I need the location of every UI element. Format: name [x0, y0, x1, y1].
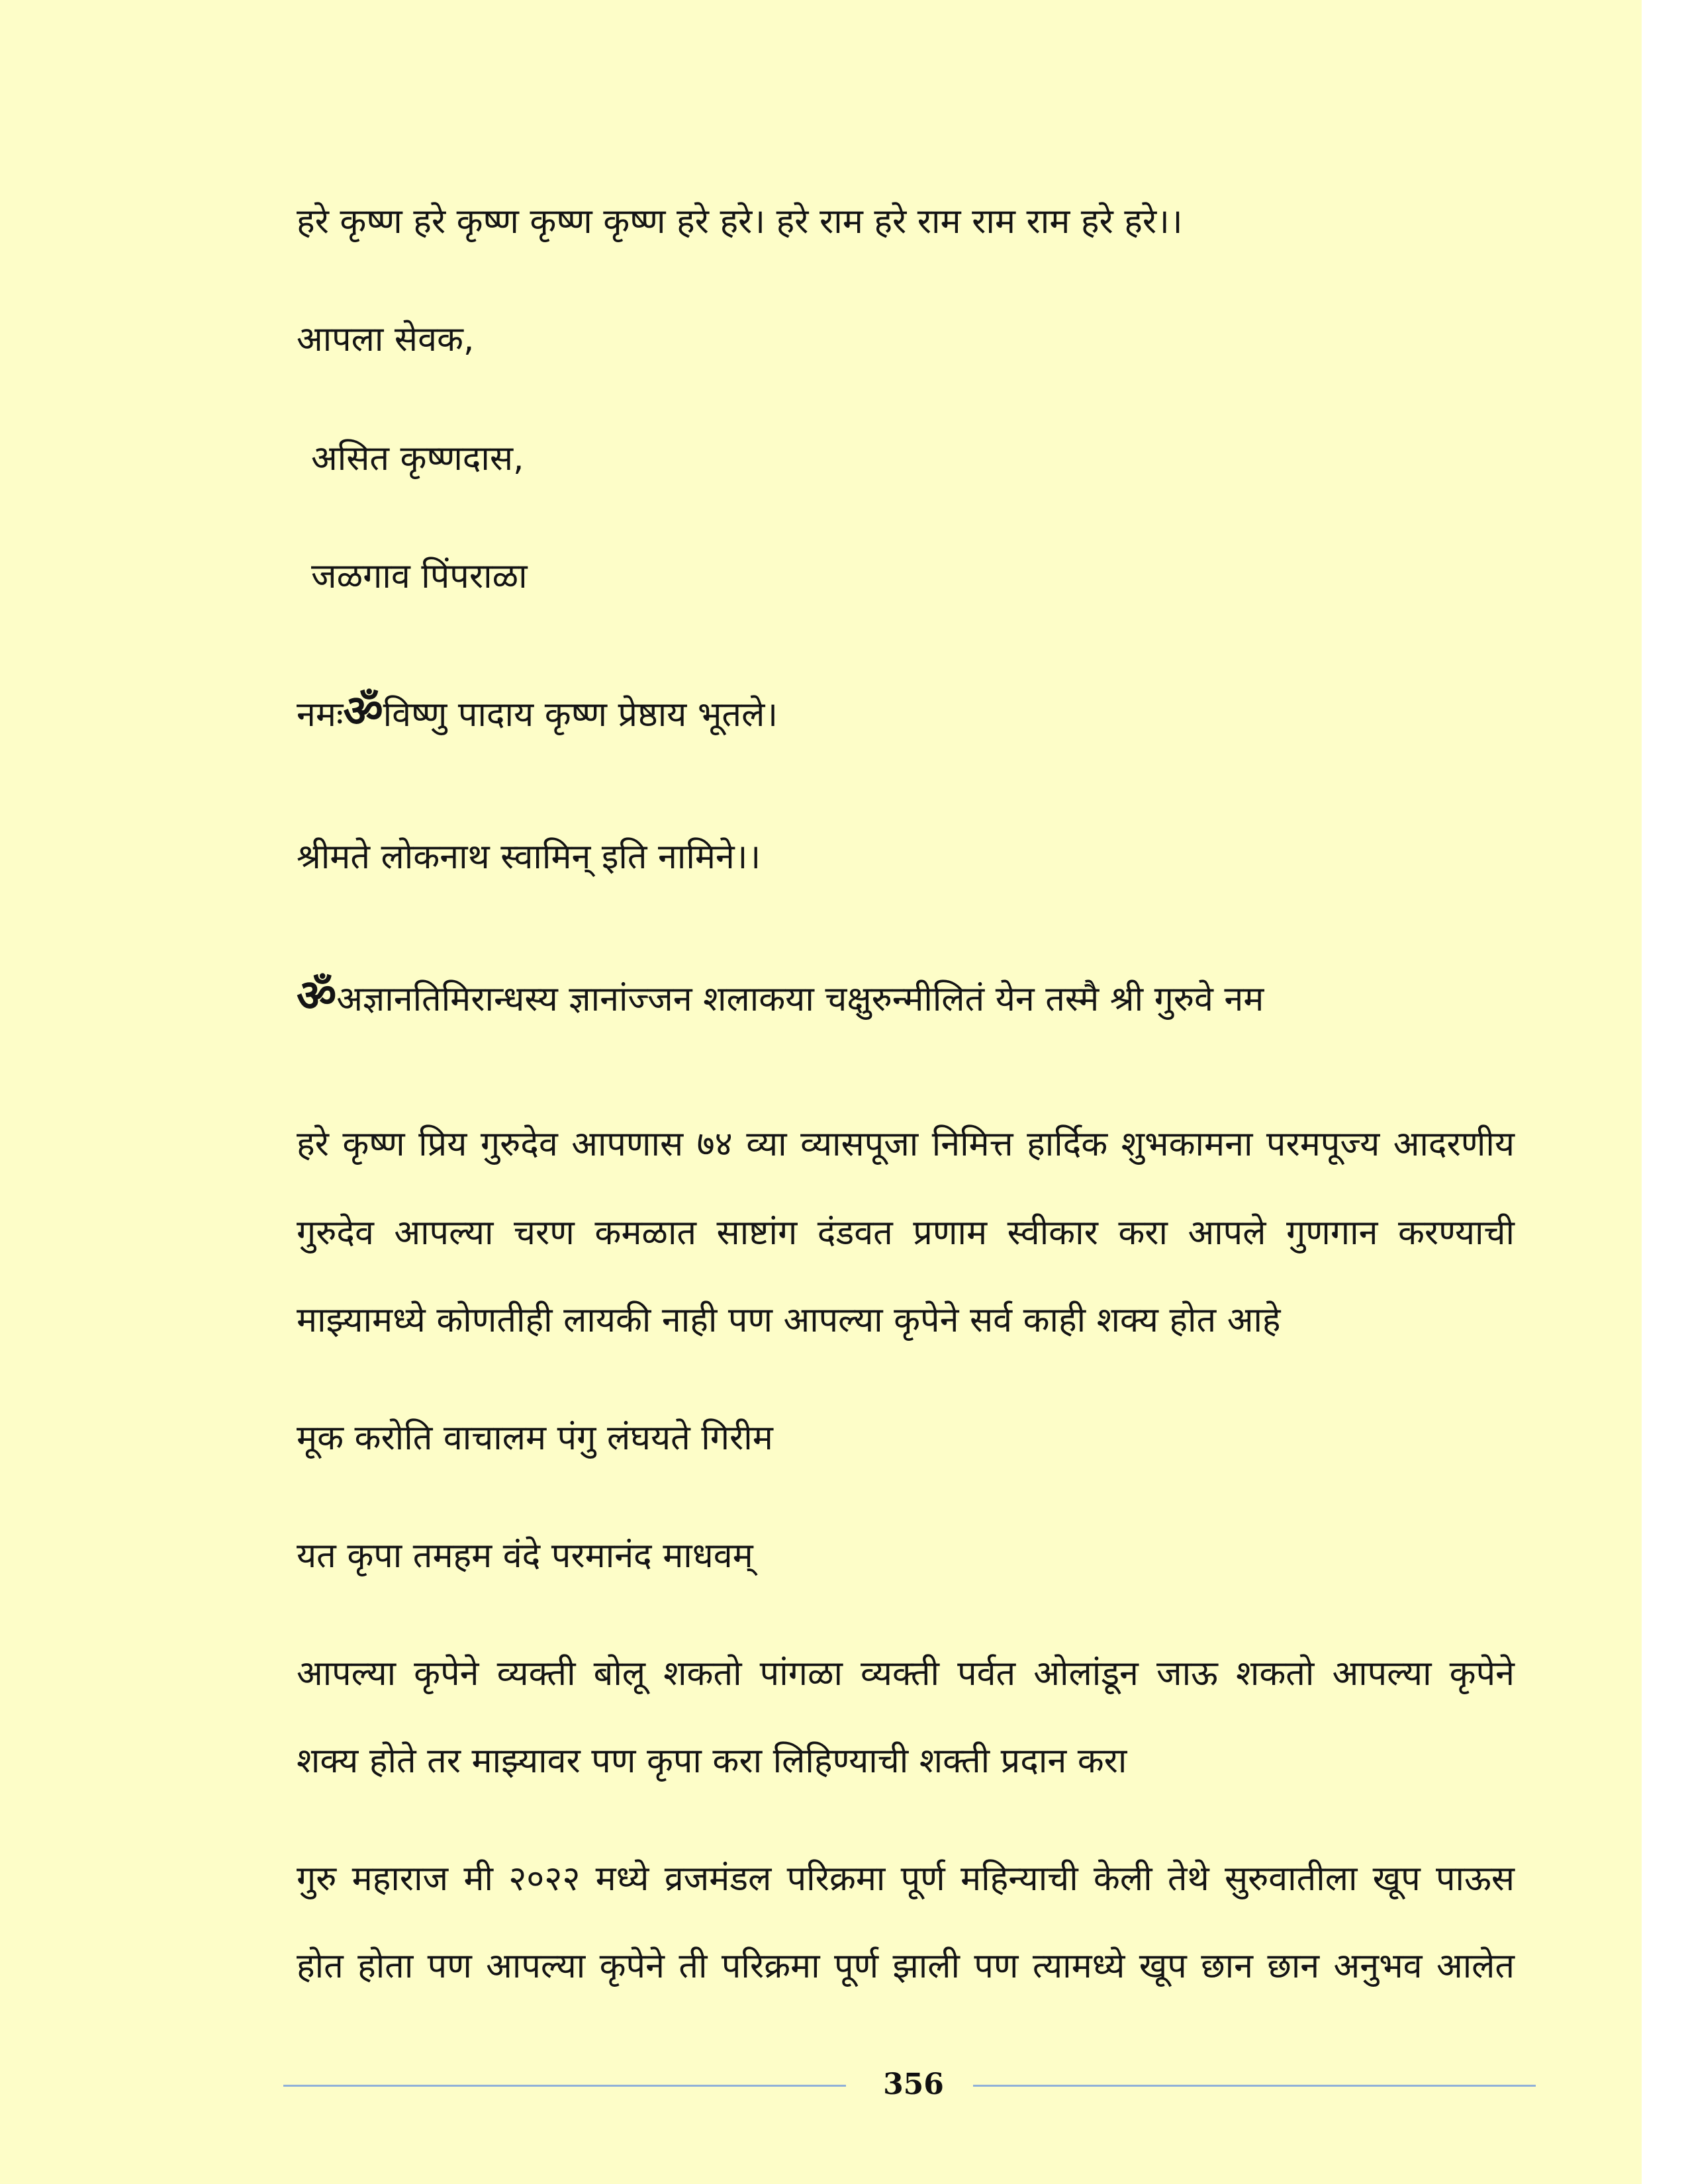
namah-text: नमः	[297, 695, 344, 735]
text-line-pranam-2: श्रीमते लोकनाथ स्वामिन् इति नामिने।।	[297, 837, 761, 877]
verse-line-1: मूक करोति वाचालम पंगु लंघयते गिरीम	[297, 1418, 773, 1458]
guru-mantra-text: अज्ञानतिमिरान्धस्य ज्ञानांज्जन शलाकया चक्षुरुन्मीलितं येन तस्मै श्री गुरुवे नम	[336, 979, 1264, 1019]
paragraph-3-line-2: होत होता पण आपल्या कृपेने ती परिक्रमा पूर्ण झाली पण त्यामध्ये खूप छान छान अनुभव आलेत	[297, 1946, 1515, 1986]
paragraph-1-line-1: हरे कृष्ण प्रिय गुरुदेव आपणास ७४ व्या व्यासपूजा निमित्त हार्दिक शुभकामना परमपूज्य आदरणीय	[297, 1124, 1515, 1164]
paragraph-2-line-2: शक्य होते तर माझ्यावर पण कृपा करा लिहिण्याची शक्ती प्रदान करा	[297, 1741, 1127, 1781]
footer-rule-left	[283, 2085, 846, 2087]
paragraph-1-line-3: माझ्यामध्ये कोणतीही लायकी नाही पण आपल्या कृपेने सर्व काही शक्य होत आहे	[297, 1300, 1281, 1340]
text-line-pranam-1	[297, 688, 778, 738]
text-line-mahamantra: हरे कृष्ण हरे कृष्ण कृष्ण कृष्ण हरे हरे। हरे राम हरे राम राम राम हरे हरे।।	[297, 202, 1183, 242]
paragraph-2-line-1: आपल्या कृपेने व्यक्ती बोलू शकतो पांगळा व्यक्ती पर्वत ओलांडून जाऊ शकतो आपल्या कृपेने	[297, 1654, 1515, 1694]
text-line-guru-mantra	[297, 970, 1264, 1023]
text-line-salutation: आपला सेवक,	[297, 320, 475, 359]
om-icon: ॐ	[343, 686, 383, 737]
paragraph-3-line-1: गुरु महाराज मी २०२२ मध्ये व्रजमंडल परिक्रमा पूर्ण महिन्याची केली तेथे सुरुवातीला खूप पाऊस	[297, 1859, 1515, 1899]
paragraph-1-line-2: गुरुदेव आपल्या चरण कमळात साष्टांग दंडवत प्रणाम स्वीकार करा आपले गुणगान करण्याची	[297, 1213, 1515, 1253]
text-line-author-place: जळगाव पिंपराळा	[311, 557, 528, 596]
page-number: 356	[883, 2068, 944, 2101]
om-icon: ॐ	[297, 970, 337, 1021]
pranam-1-text: विष्णु पादाय कृष्ण प्रेष्ठाय भूतले।	[383, 695, 778, 735]
text-line-author-name: असित कृष्णदास,	[311, 439, 524, 478]
footer-rule-right	[973, 2085, 1536, 2087]
verse-line-2: यत कृपा तमहम वंदे परमानंद माधवम्	[297, 1536, 753, 1576]
